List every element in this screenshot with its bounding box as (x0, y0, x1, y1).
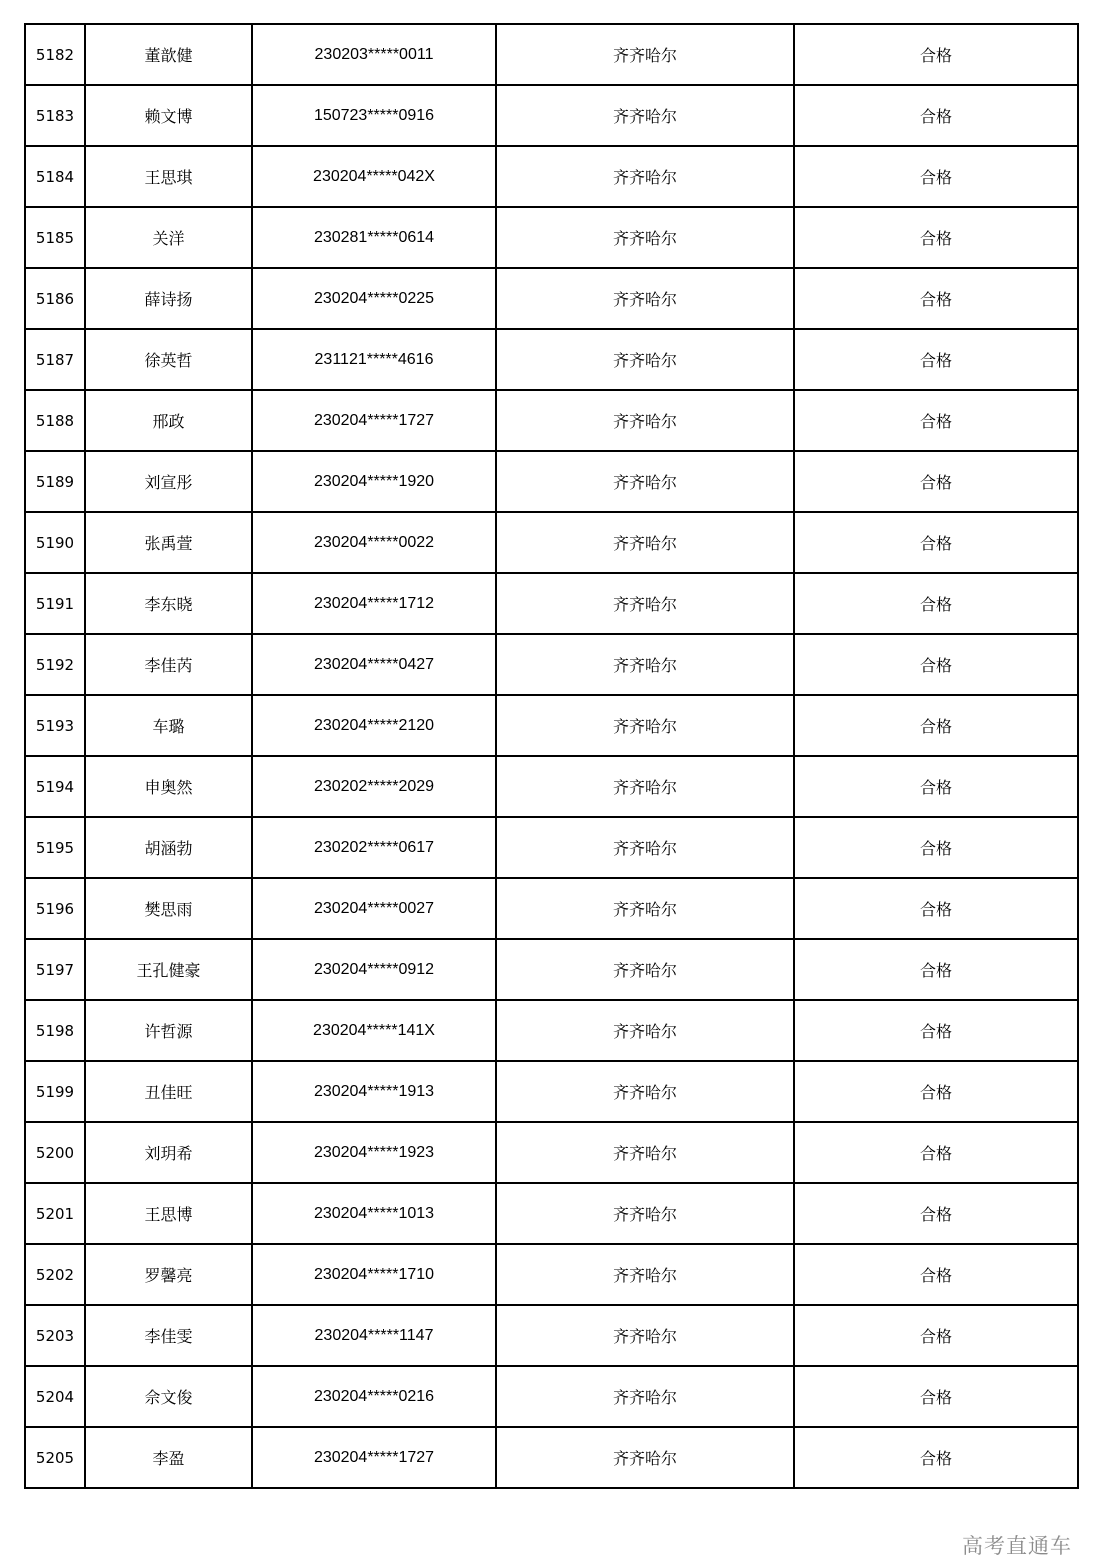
candidate-name: 胡涵勃 (85, 817, 252, 878)
row-number: 5190 (25, 512, 85, 573)
city: 齐齐哈尔 (496, 1000, 794, 1061)
city: 齐齐哈尔 (496, 146, 794, 207)
table-row (25, 695, 1078, 756)
candidate-name: 李东晓 (85, 573, 252, 634)
result-status: 合格 (794, 695, 1078, 756)
table-row (25, 451, 1078, 512)
result-status: 合格 (794, 1061, 1078, 1122)
result-status: 合格 (794, 512, 1078, 573)
city: 齐齐哈尔 (496, 1122, 794, 1183)
table-row (25, 878, 1078, 939)
result-status: 合格 (794, 24, 1078, 85)
id-number: 230202*****2029 (252, 756, 496, 817)
id-number: 230281*****0614 (252, 207, 496, 268)
candidate-name: 罗馨亮 (85, 1244, 252, 1305)
row-number: 5188 (25, 390, 85, 451)
candidate-name: 徐英哲 (85, 329, 252, 390)
candidate-name: 董歆健 (85, 24, 252, 85)
row-number: 5204 (25, 1366, 85, 1427)
table-row (25, 390, 1078, 451)
result-status: 合格 (794, 207, 1078, 268)
id-number: 230203*****0011 (252, 24, 496, 85)
row-number: 5203 (25, 1305, 85, 1366)
row-number: 5195 (25, 817, 85, 878)
city: 齐齐哈尔 (496, 1427, 794, 1488)
result-status: 合格 (794, 268, 1078, 329)
table-row (25, 1000, 1078, 1061)
result-status: 合格 (794, 1244, 1078, 1305)
row-number: 5192 (25, 634, 85, 695)
candidate-name: 邢政 (85, 390, 252, 451)
table-row (25, 1366, 1078, 1427)
result-status: 合格 (794, 85, 1078, 146)
table-row (25, 512, 1078, 573)
row-number: 5182 (25, 24, 85, 85)
candidate-name: 丑佳旺 (85, 1061, 252, 1122)
city: 齐齐哈尔 (496, 634, 794, 695)
table-row (25, 146, 1078, 207)
result-status: 合格 (794, 1000, 1078, 1061)
row-number: 5197 (25, 939, 85, 1000)
city: 齐齐哈尔 (496, 1305, 794, 1366)
table-row (25, 756, 1078, 817)
table-row (25, 207, 1078, 268)
city: 齐齐哈尔 (496, 1244, 794, 1305)
row-number: 5183 (25, 85, 85, 146)
city: 齐齐哈尔 (496, 85, 794, 146)
result-status: 合格 (794, 146, 1078, 207)
city: 齐齐哈尔 (496, 878, 794, 939)
candidate-name: 车璐 (85, 695, 252, 756)
candidate-name: 王孔健豪 (85, 939, 252, 1000)
result-status: 合格 (794, 1183, 1078, 1244)
id-number: 230204*****0427 (252, 634, 496, 695)
candidate-name: 佘文俊 (85, 1366, 252, 1427)
result-status: 合格 (794, 756, 1078, 817)
roster-table-body (25, 24, 1078, 1488)
id-number: 230204*****1727 (252, 390, 496, 451)
candidate-name: 樊思雨 (85, 878, 252, 939)
city: 齐齐哈尔 (496, 390, 794, 451)
id-number: 230204*****1913 (252, 1061, 496, 1122)
row-number: 5205 (25, 1427, 85, 1488)
city: 齐齐哈尔 (496, 1366, 794, 1427)
result-status: 合格 (794, 1427, 1078, 1488)
id-number: 230204*****1147 (252, 1305, 496, 1366)
table-row (25, 817, 1078, 878)
table-row (25, 939, 1078, 1000)
table-row (25, 634, 1078, 695)
table-row (25, 1122, 1078, 1183)
result-status: 合格 (794, 329, 1078, 390)
city: 齐齐哈尔 (496, 451, 794, 512)
table-row (25, 1061, 1078, 1122)
id-number: 230204*****1920 (252, 451, 496, 512)
row-number: 5187 (25, 329, 85, 390)
id-number: 230204*****1727 (252, 1427, 496, 1488)
row-number: 5185 (25, 207, 85, 268)
city: 齐齐哈尔 (496, 1183, 794, 1244)
id-number: 230204*****0022 (252, 512, 496, 573)
result-status: 合格 (794, 939, 1078, 1000)
id-number: 231121*****4616 (252, 329, 496, 390)
city: 齐齐哈尔 (496, 695, 794, 756)
watermark-text: 高考直通车 (962, 1534, 1072, 1558)
result-status: 合格 (794, 634, 1078, 695)
table-row (25, 85, 1078, 146)
city: 齐齐哈尔 (496, 573, 794, 634)
table-row (25, 268, 1078, 329)
candidate-name: 申奥然 (85, 756, 252, 817)
id-number: 230204*****0027 (252, 878, 496, 939)
id-number: 230204*****1710 (252, 1244, 496, 1305)
id-number: 230204*****141X (252, 1000, 496, 1061)
city: 齐齐哈尔 (496, 207, 794, 268)
candidate-name: 薛诗扬 (85, 268, 252, 329)
table-row (25, 1427, 1078, 1488)
row-number: 5189 (25, 451, 85, 512)
row-number: 5186 (25, 268, 85, 329)
table-row (25, 573, 1078, 634)
city: 齐齐哈尔 (496, 24, 794, 85)
candidate-name: 李佳雯 (85, 1305, 252, 1366)
result-status: 合格 (794, 1366, 1078, 1427)
row-number: 5191 (25, 573, 85, 634)
table-row (25, 24, 1078, 85)
candidate-name: 赖文博 (85, 85, 252, 146)
id-number: 230204*****0216 (252, 1366, 496, 1427)
row-number: 5194 (25, 756, 85, 817)
row-number: 5196 (25, 878, 85, 939)
result-status: 合格 (794, 390, 1078, 451)
candidate-name: 王思博 (85, 1183, 252, 1244)
city: 齐齐哈尔 (496, 268, 794, 329)
candidate-name: 刘宣彤 (85, 451, 252, 512)
candidate-name: 刘玥希 (85, 1122, 252, 1183)
row-number: 5199 (25, 1061, 85, 1122)
city: 齐齐哈尔 (496, 1061, 794, 1122)
candidate-name: 王思琪 (85, 146, 252, 207)
row-number: 5200 (25, 1122, 85, 1183)
result-status: 合格 (794, 817, 1078, 878)
city: 齐齐哈尔 (496, 512, 794, 573)
table-row (25, 329, 1078, 390)
id-number: 230202*****0617 (252, 817, 496, 878)
id-number: 230204*****1923 (252, 1122, 496, 1183)
result-status: 合格 (794, 1305, 1078, 1366)
id-number: 230204*****2120 (252, 695, 496, 756)
candidate-name: 李佳芮 (85, 634, 252, 695)
id-number: 230204*****0225 (252, 268, 496, 329)
id-number: 230204*****1712 (252, 573, 496, 634)
id-number: 150723*****0916 (252, 85, 496, 146)
result-status: 合格 (794, 451, 1078, 512)
candidate-name: 关洋 (85, 207, 252, 268)
table-row (25, 1244, 1078, 1305)
candidate-name: 许哲源 (85, 1000, 252, 1061)
id-number: 230204*****0912 (252, 939, 496, 1000)
row-number: 5198 (25, 1000, 85, 1061)
candidate-name: 李盈 (85, 1427, 252, 1488)
result-status: 合格 (794, 878, 1078, 939)
city: 齐齐哈尔 (496, 939, 794, 1000)
table-row (25, 1183, 1078, 1244)
row-number: 5193 (25, 695, 85, 756)
row-number: 5201 (25, 1183, 85, 1244)
id-number: 230204*****1013 (252, 1183, 496, 1244)
result-status: 合格 (794, 573, 1078, 634)
table-row (25, 1305, 1078, 1366)
row-number: 5184 (25, 146, 85, 207)
candidate-name: 张禹萱 (85, 512, 252, 573)
roster-table (24, 23, 1079, 1489)
result-status: 合格 (794, 1122, 1078, 1183)
id-number: 230204*****042X (252, 146, 496, 207)
city: 齐齐哈尔 (496, 756, 794, 817)
city: 齐齐哈尔 (496, 329, 794, 390)
city: 齐齐哈尔 (496, 817, 794, 878)
row-number: 5202 (25, 1244, 85, 1305)
